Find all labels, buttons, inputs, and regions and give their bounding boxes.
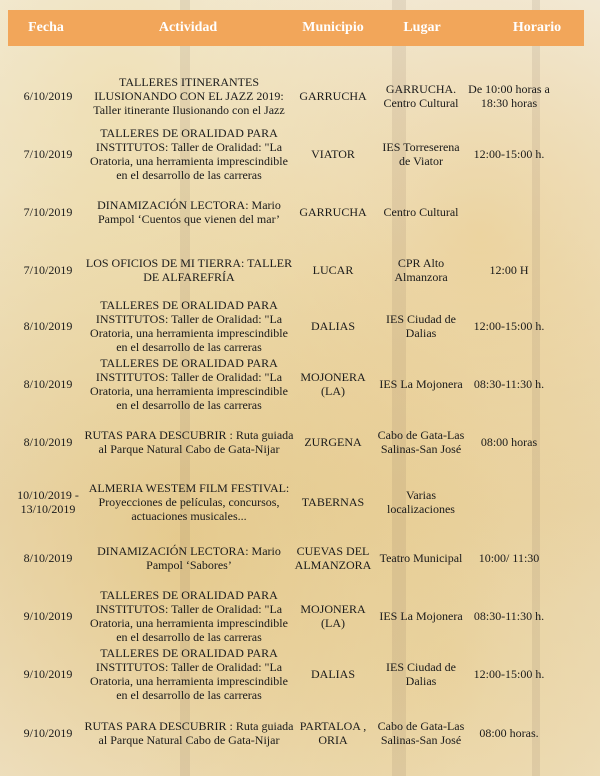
cell-horario: 08:30-11:30 h. [473, 609, 545, 623]
cell-actividad: ALMERIA WESTEM FILM FESTIVAL: Proyecciones de películas, concursos, actuaciones musicales... [88, 481, 290, 523]
cell-horario: 08:30-11:30 h. [473, 377, 545, 391]
cell-horario: 12:00-15:00 h. [473, 667, 545, 681]
header-municipio: Municipio [302, 20, 364, 35]
cell-lugar: GARRUCHA. Centro Cultural [383, 82, 459, 110]
header-actividad: Actividad [158, 20, 218, 35]
cell-municipio: GARRUCHA [299, 89, 367, 103]
cell-actividad: RUTAS PARA DESCUBRIR : Ruta guiada al Parque Natural Cabo de Gata-Nijar [84, 428, 294, 456]
cell-horario: 12:00-15:00 h. [473, 147, 545, 161]
cell-fecha: 7/10/2019 [23, 147, 73, 161]
cell-fecha: 7/10/2019 [23, 263, 73, 277]
cell-horario: 12:00 H [489, 263, 529, 277]
cell-actividad: TALLERES DE ORALIDAD PARA INSTITUTOS: Taller de Oralidad: "La Oratoria, una herramienta imprescindible en el desarrollo de las carreras [90, 646, 288, 702]
cell-fecha: 9/10/2019 [23, 609, 73, 623]
cell-lugar: IES La Mojonera [379, 609, 463, 623]
cell-actividad: TALLERES ITINERANTES ILUSIONANDO CON EL JAZZ 2019: Taller itinerante Ilusionando con el Jazz [93, 75, 285, 117]
table-row [8, 356, 584, 412]
header-fecha: Fecha [28, 20, 64, 35]
cell-horario: 10:00/ 11:30 [478, 551, 540, 565]
cell-fecha: 9/10/2019 [23, 667, 73, 681]
cell-actividad: TALLERES DE ORALIDAD PARA INSTITUTOS: Taller de Oralidad: "La Oratoria, una herramienta imprescindible en el desarrollo de las carreras [90, 588, 288, 644]
cell-municipio: VIATOR [311, 147, 355, 161]
cell-lugar: Centro Cultural [383, 205, 459, 219]
table-row [8, 710, 584, 756]
cell-horario: 12:00-15:00 h. [473, 319, 545, 333]
table-row [8, 478, 584, 526]
cell-lugar: IES Ciudad de Dalias [386, 660, 456, 688]
cell-actividad: TALLERES DE ORALIDAD PARA INSTITUTOS: Taller de Oralidad: "La Oratoria, una herramienta imprescindible en el desarrollo de las carreras [90, 356, 288, 412]
cell-municipio: DALIAS [311, 319, 355, 333]
cell-fecha: 9/10/2019 [23, 726, 73, 740]
cell-lugar: CPR Alto Almanzora [394, 256, 448, 284]
cell-lugar: Cabo de Gata-Las Salinas-San José [377, 428, 465, 456]
cell-lugar: Cabo de Gata-Las Salinas-San José [377, 719, 465, 747]
table-row [8, 588, 584, 644]
cell-actividad: DINAMIZACIÓN LECTORA: Mario Pampol ‘Cuentos que vienen del mar’ [97, 198, 281, 226]
cell-municipio: LUCAR [312, 263, 354, 277]
table-row [8, 248, 584, 292]
cell-fecha: 8/10/2019 [23, 435, 73, 449]
cell-horario: 08:00 horas [480, 435, 538, 449]
cell-actividad: RUTAS PARA DESCUBRIR : Ruta guiada al Parque Natural Cabo de Gata-Nijar [84, 719, 294, 747]
cell-lugar: IES Ciudad de Dalias [386, 312, 456, 340]
cell-municipio: MOJONERA (LA) [300, 602, 366, 630]
cell-municipio: TABERNAS [301, 495, 365, 509]
header-lugar: Lugar [403, 20, 441, 35]
cell-fecha: 8/10/2019 [23, 551, 73, 565]
cell-horario: 08:00 horas. [479, 726, 539, 740]
cell-actividad: TALLERES DE ORALIDAD PARA INSTITUTOS: Taller de Oralidad: "La Oratoria, una herramienta imprescindible en el desarrollo de las carreras [90, 126, 288, 182]
cell-municipio: GARRUCHA [299, 205, 367, 219]
table-row [8, 190, 584, 234]
cell-municipio: MOJONERA (LA) [300, 370, 366, 398]
cell-fecha: 8/10/2019 [23, 377, 73, 391]
table-row [8, 126, 584, 182]
cell-municipio: PARTALOA , ORIA [299, 719, 367, 747]
cell-horario [468, 478, 550, 526]
cell-municipio: CUEVAS DEL ALMANZORA [294, 544, 372, 572]
cell-municipio: ZURGENA [304, 435, 362, 449]
table-header [8, 10, 584, 46]
cell-municipio: DALIAS [311, 667, 355, 681]
header-horario: Horario [512, 20, 562, 35]
cell-fecha: 7/10/2019 [23, 205, 73, 219]
table-row [8, 298, 584, 354]
cell-fecha: 10/10/2019 - 13/10/2019 [17, 488, 79, 516]
cell-actividad: DINAMIZACIÓN LECTORA: Mario Pampol ‘Sabores’ [97, 544, 281, 572]
cell-lugar: IES Torreserena de Viator [382, 140, 460, 168]
table-row [8, 646, 584, 702]
table-row [8, 72, 584, 120]
cell-lugar: IES La Mojonera [379, 377, 463, 391]
cell-fecha: 6/10/2019 [23, 89, 73, 103]
cell-lugar: Teatro Municipal [379, 551, 463, 565]
cell-actividad: LOS OFICIOS DE MI TIERRA: TALLER DE ALFAREFRÍA [85, 256, 293, 284]
table-row [8, 540, 584, 576]
cell-actividad: TALLERES DE ORALIDAD PARA INSTITUTOS: Taller de Oralidad: "La Oratoria, una herramienta imprescindible en el desarrollo de las carreras [90, 298, 288, 354]
cell-horario: De 10:00 horas a 18:30 horas [468, 82, 550, 110]
cell-fecha: 8/10/2019 [23, 319, 73, 333]
cell-horario [468, 190, 550, 234]
cell-lugar: Varias localizaciones [387, 488, 455, 516]
table-row [8, 420, 584, 464]
